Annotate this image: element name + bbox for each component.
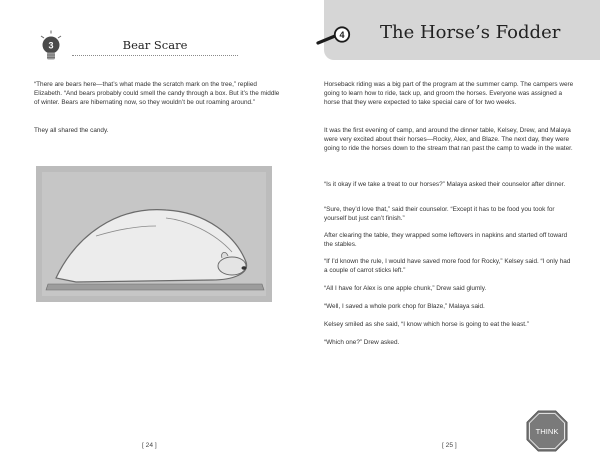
right-paragraph: It was the first evening of camp, and around the dinner table, Kelsey, Drew, and Malaya were very excited about their horses—Rocky, Alex, and Blaze. The next day, they were going to ride the horses down to the stream that ran past the camp to wade in the water.: [324, 127, 573, 153]
stop-sign-icon: [526, 410, 568, 452]
left-paragraph: They all shared the candy.: [34, 127, 109, 134]
sleeping-bear-illustration: [36, 166, 272, 302]
right-paragraph: “Sure, they’d love that,” said their counselor. “Except it has to be food you took for yourself but just can’t finish.”: [324, 206, 555, 223]
right-page-number: [ 25 ]: [442, 442, 457, 449]
left-page-number: [ 24 ]: [142, 442, 157, 449]
chapter-number-right: 4: [339, 29, 345, 40]
left-paragraph: “There are bears here—that’s what made the scratch mark on the tree,” replied Elizabeth. “And bears probably could smell the candy through a box. But it’s the middle of winter. Bears are hibernating now, so they wouldn’t be out roaming around.”: [34, 81, 280, 107]
right-paragraph: “Which one?” Drew asked.: [324, 339, 400, 346]
chapter-number-left: 3: [48, 40, 54, 51]
right-paragraph: “Well, I saved a whole pork chop for Blaze,” Malaya said.: [324, 303, 485, 310]
magnifying-glass-icon: [316, 26, 354, 46]
left-title-underline: [72, 38, 238, 56]
left-chapter-title: Bear Scare: [122, 38, 188, 52]
right-paragraph: “If I’d known the rule, I would have saved more food for Rocky,” Kelsey said. “I only had a couple of carrot sticks left.”: [324, 258, 571, 275]
right-paragraph: Kelsey smiled as she said, “I know which horse is going to eat the least.”: [324, 321, 529, 328]
right-paragraph: “Is it okay if we take a treat to our horses?” Malaya asked their counselor after dinner.: [324, 181, 566, 188]
right-chapter-title: The Horse’s Fodder: [380, 22, 561, 43]
stop-sign-label: THINK: [535, 427, 559, 436]
right-paragraph: Horseback riding was a big part of the program at the summer camp. The campers were going to learn how to ride, tack up, and groom the horses. Everyone was assigned a horse that they were expected to take special care of for two weeks.: [324, 81, 574, 107]
lightbulb-icon: [38, 30, 64, 64]
right-paragraph: After clearing the table, they wrapped some leftovers in napkins and started off toward the stables.: [324, 232, 568, 249]
right-paragraph: “All I have for Alex is one apple chunk,” Drew said glumly.: [324, 285, 487, 292]
